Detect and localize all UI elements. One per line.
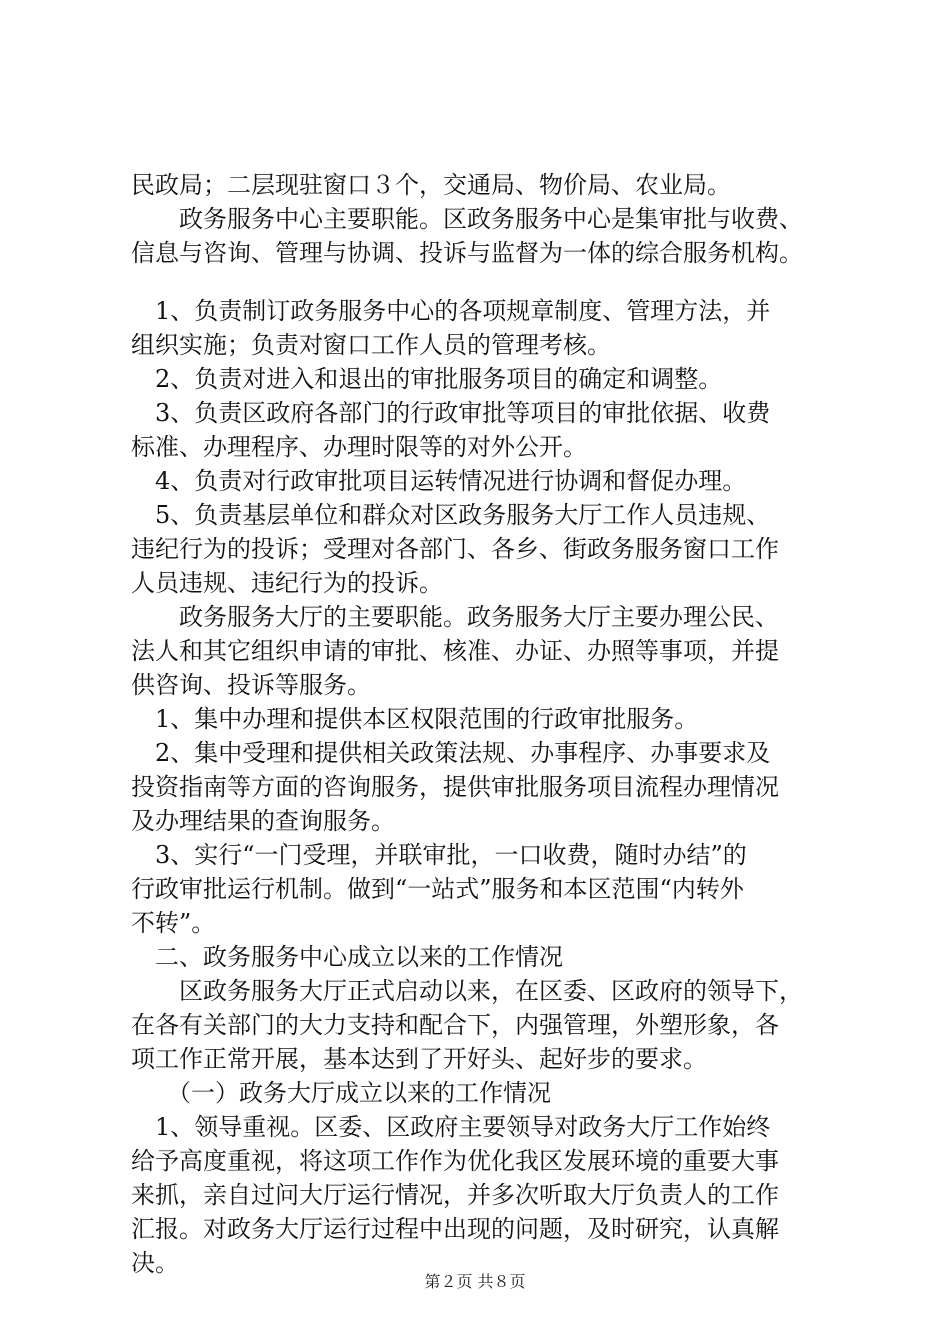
- text-line: 4、负责对行政审批项目运转情况进行协调和督促办理。: [131, 467, 747, 495]
- text-line: 投资指南等方面的咨询服务，提供审批服务项目流程办理情况: [131, 773, 779, 801]
- paragraph-gap: [131, 270, 831, 294]
- text-line: 违纪行为的投诉；受理对各部门、各乡、街政务服务窗口工作: [131, 535, 779, 563]
- page-footer: 第２页 共８页: [424, 1272, 526, 1291]
- text-line: 政务服务中心主要职能。区政务服务中心是集审批与收费、: [131, 205, 803, 233]
- text-line: 信息与咨询、管理与协调、投诉与监督为一体的综合服务机构。: [131, 239, 803, 267]
- text-line: 及办理结果的查询服务。: [131, 807, 395, 835]
- text-line: 1、负责制订政务服务中心的各项规章制度、管理方法，并: [131, 297, 771, 325]
- text-line: 民政局；二层现驻窗口３个，交通局、物价局、农业局。: [131, 171, 731, 199]
- text-line: 1、领导重视。区委、区政府主要领导对政务大厅工作始终: [131, 1113, 771, 1141]
- text-line: 2、负责对进入和退出的审批服务项目的确定和调整。: [131, 365, 723, 393]
- text-line: （一）政务大厅成立以来的工作情况: [131, 1079, 551, 1107]
- text-line: 汇报。对政务大厅运行过程中出现的问题，及时研究，认真解: [131, 1215, 779, 1243]
- text-line: 来抓，亲自过问大厅运行情况，并多次听取大厅负责人的工作: [131, 1181, 779, 1209]
- text-line: 区政务服务大厅正式启动以来，在区委、区政府的领导下，: [131, 977, 803, 1005]
- text-line: 法人和其它组织申请的审批、核准、办证、办照等事项，并提: [131, 637, 779, 665]
- text-line: 组织实施；负责对窗口工作人员的管理考核。: [131, 331, 611, 359]
- text-line: 3、负责区政府各部门的行政审批等项目的审批依据、收费: [131, 399, 771, 427]
- text-line: 给予高度重视，将这项工作作为优化我区发展环境的重要大事: [131, 1147, 779, 1175]
- text-line: 人员违规、违纪行为的投诉。: [131, 569, 443, 597]
- text-line: 二、政务服务中心成立以来的工作情况: [131, 943, 563, 971]
- text-line: 项工作正常开展，基本达到了开好头、起好步的要求。: [131, 1045, 707, 1073]
- text-line: 不转”。: [131, 909, 216, 937]
- text-line: 供咨询、投诉等服务。: [131, 671, 371, 699]
- text-line: 行政审批运行机制。做到“一站式”服务和本区范围“内转外: [131, 875, 744, 903]
- text-line: 标准、办理程序、办理时限等的对外公开。: [131, 433, 587, 461]
- text-line: 在各有关部门的大力支持和配合下，内强管理，外塑形象，各: [131, 1011, 779, 1039]
- document-body: [131, 168, 831, 1280]
- text-line: 1、集中办理和提供本区权限范围的行政审批服务。: [131, 705, 699, 733]
- text-line: 政务服务大厅的主要职能。政务服务大厅主要办理公民、: [131, 603, 779, 631]
- text-line: 5、负责基层单位和群众对区政务服务大厅工作人员违规、: [131, 501, 771, 529]
- text-line: 2、集中受理和提供相关政策法规、办事程序、办事要求及: [131, 739, 771, 767]
- text-line: 3、实行“一门受理，并联审批，一口收费，随时办结”的: [131, 841, 747, 869]
- text-line: 决。: [131, 1249, 179, 1277]
